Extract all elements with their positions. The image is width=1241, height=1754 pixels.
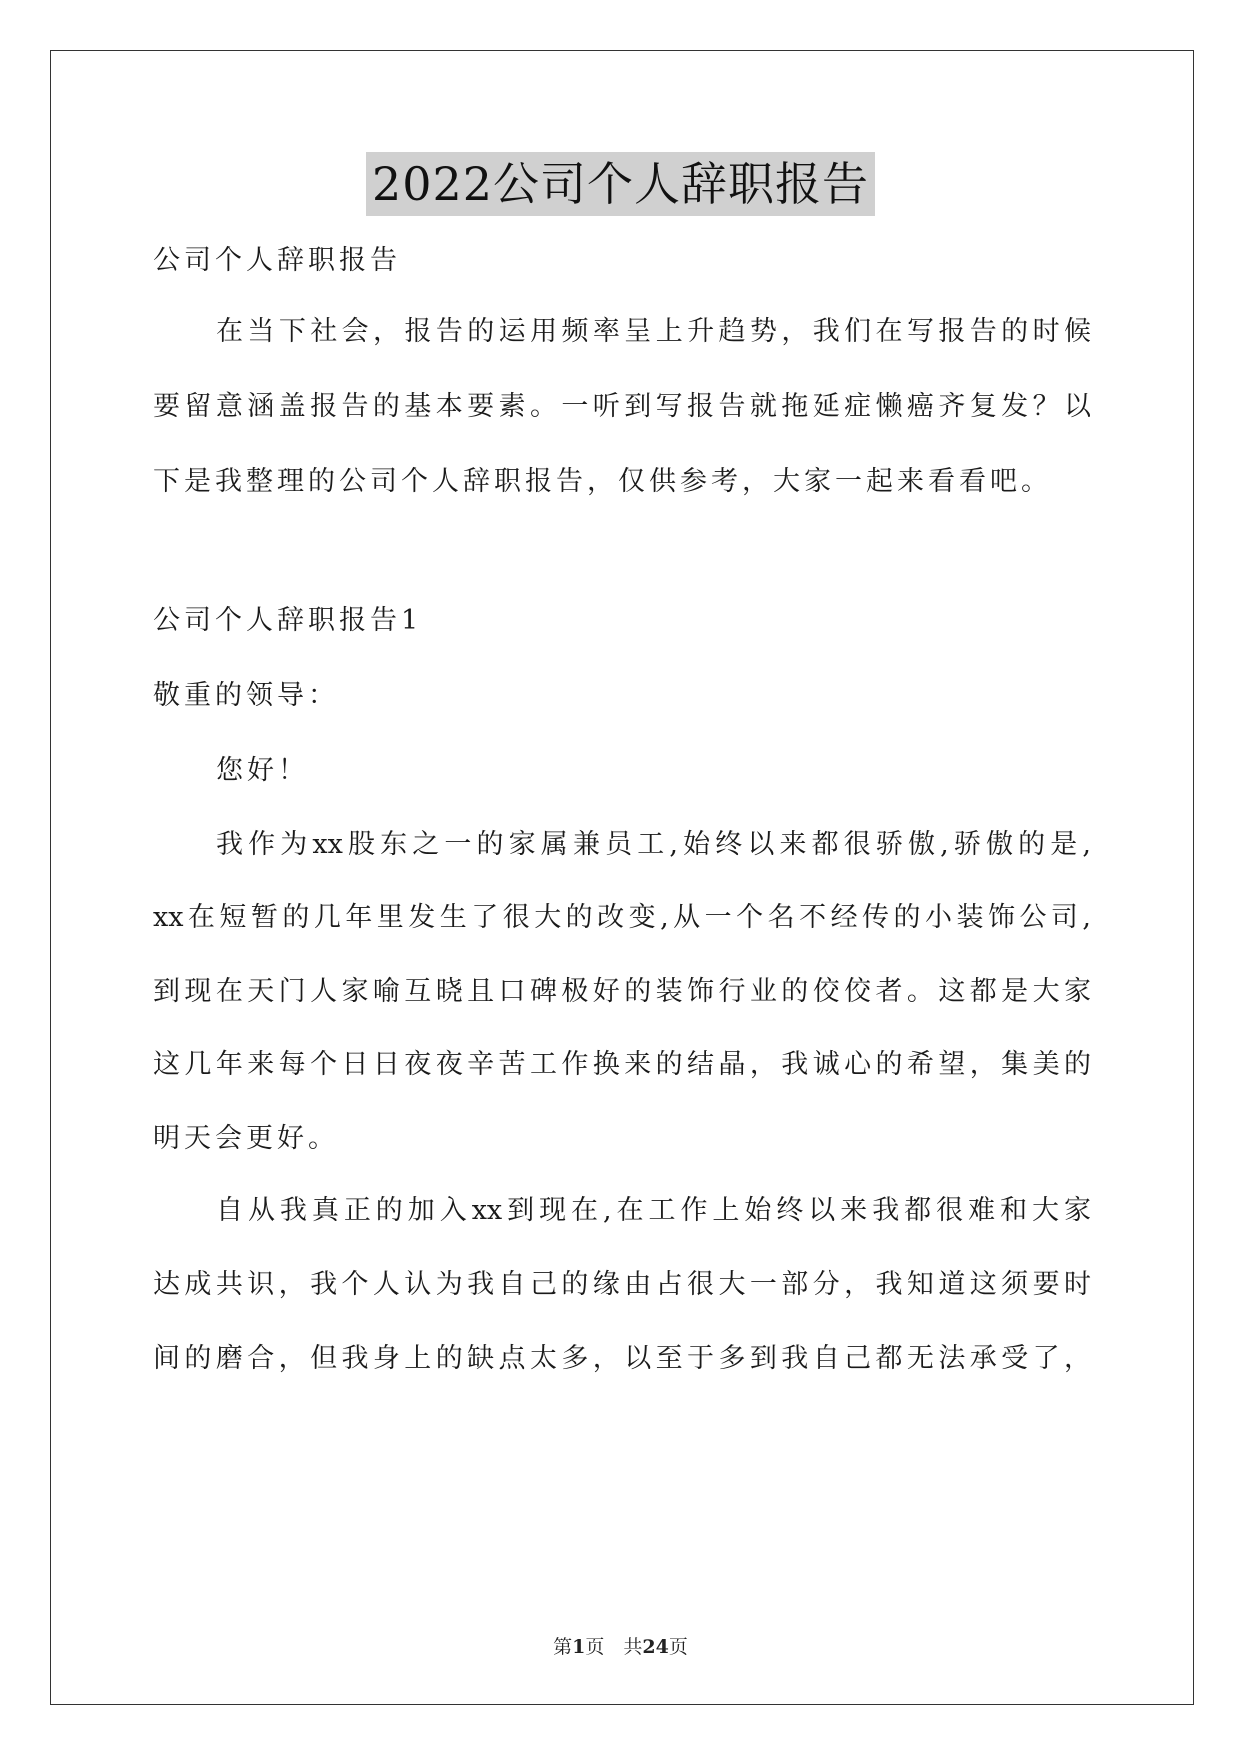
page-total: 24: [642, 1636, 669, 1658]
paragraph-line: 到现在天门人家喻互晓且口碑极好的装饰行业的佼佼者。这都是大家: [153, 976, 1091, 1007]
paragraph-line: 这几年来每个日日夜夜辛苦工作换来的结晶，我诚心的希望，集美的: [153, 1049, 1091, 1080]
paragraph-line: 间的磨合，但我身上的缺点太多，以至于多到我自己都无法承受了，: [153, 1343, 1091, 1374]
page-label-mid: 页 共: [585, 1636, 643, 1658]
document-title: 2022公司个人辞职报告: [366, 152, 875, 216]
page-label-suffix: 页: [668, 1636, 688, 1658]
paragraph-line: 我作为xx股东之一的家属兼员工,始终以来都很骄傲,骄傲的是,: [216, 829, 1091, 860]
paragraph-line: 达成共识，我个人认为我自己的缘由占很大一部分，我知道这须要时: [153, 1269, 1091, 1300]
page-current: 1: [572, 1636, 586, 1658]
section-heading: 公司个人辞职报告1: [153, 605, 423, 636]
page-footer: [0, 1632, 1241, 1659]
paragraph-line: 在当下社会，报告的运用频率呈上升趋势，我们在写报告的时候: [216, 316, 1091, 347]
page-border: [50, 50, 1194, 1705]
paragraph-line: 下是我整理的公司个人辞职报告，仅供参考，大家一起来看看吧。: [153, 466, 1052, 497]
paragraph-line: 明天会更好。: [153, 1123, 339, 1154]
paragraph-line: xx在短暂的几年里发生了很大的改变,从一个名不经传的小装饰公司,: [153, 902, 1091, 933]
paragraph-line: 要留意涵盖报告的基本要素。一听到写报告就拖延症懒癌齐复发？以: [153, 391, 1091, 422]
title-wrap: [0, 152, 1241, 216]
page-label-prefix: 第: [553, 1636, 573, 1658]
salutation-line: 敬重的领导：: [153, 680, 339, 711]
greeting-line: 您好！: [216, 755, 309, 786]
paragraph-line: 自从我真正的加入xx到现在,在工作上始终以来我都很难和大家: [216, 1195, 1091, 1226]
subtitle-line: 公司个人辞职报告: [153, 245, 401, 276]
